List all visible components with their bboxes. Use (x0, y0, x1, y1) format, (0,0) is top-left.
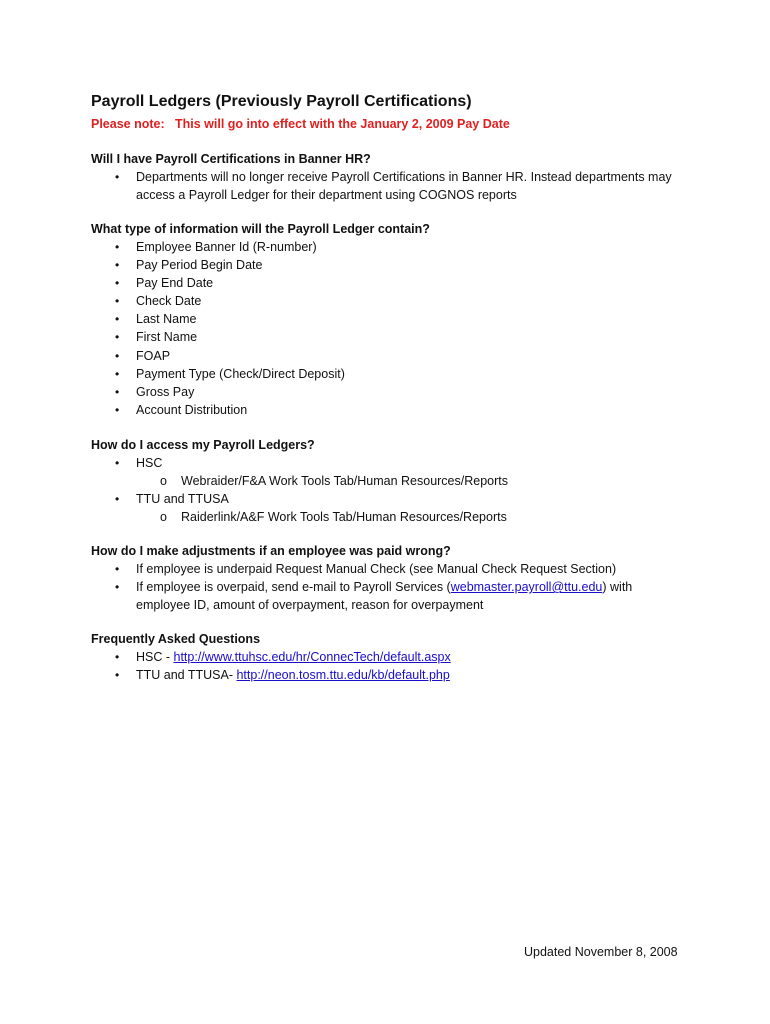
list-item (91, 310, 691, 328)
list-item (91, 454, 691, 490)
bullet-icon: • (115, 668, 120, 683)
list-item (91, 490, 691, 526)
bullet-list (91, 238, 691, 419)
sub-list-item (136, 508, 691, 526)
section-ledger-contents (91, 220, 691, 419)
note-text: This will go into effect with the January 2, 2009 Pay Date (175, 117, 510, 131)
bullet-icon: • (115, 580, 120, 595)
bullet-icon: • (115, 258, 120, 273)
payroll-email-link[interactable]: webmaster.payroll@ttu.edu (450, 580, 603, 595)
list-item (91, 666, 691, 684)
list-item (91, 274, 691, 292)
section-banner-hr (91, 150, 691, 204)
bullet-icon: • (115, 170, 120, 184)
section-adjustments (91, 542, 691, 614)
list-item (91, 328, 691, 346)
bullet-icon: • (115, 562, 120, 576)
note-label: Please note: (91, 117, 165, 131)
bullet-icon: • (115, 330, 120, 345)
list-item (91, 578, 676, 614)
list-item-text: Account Distribution (136, 402, 248, 417)
sub-list-item-text: Webraider/F&A Work Tools Tab/Human Resources/Reports (181, 474, 508, 489)
list-item (91, 168, 676, 204)
list-item (91, 365, 691, 383)
bullet-icon: • (115, 276, 120, 291)
list-item-text: First Name (136, 330, 198, 345)
bullet-icon: • (115, 384, 120, 399)
list-item-text: Employee Banner Id (R-number) (136, 240, 317, 254)
note-line (91, 117, 510, 131)
bullet-icon: • (115, 240, 120, 254)
list-item (91, 383, 691, 401)
hsc-faq-link[interactable]: http://www.ttuhsc.edu/hr/ConnecTech/default.aspx (173, 650, 451, 664)
list-item-text: TTU and TTUSA (136, 492, 229, 507)
list-item (91, 238, 691, 256)
section-heading: Will I have Payroll Certifications in Banner HR? (91, 152, 371, 166)
sub-list-item-text: Raiderlink/A&F Work Tools Tab/Human Resources/Reports (181, 510, 507, 525)
list-item (91, 560, 691, 578)
list-item-prefix: TTU and TTUSA- (136, 668, 237, 683)
list-item-text: Last Name (136, 312, 197, 327)
bullet-icon: • (115, 294, 120, 309)
bullet-icon: • (115, 312, 120, 327)
bullet-list (91, 648, 691, 684)
sub-list-item (136, 472, 691, 490)
list-item (91, 292, 691, 310)
list-item-text-after: ) with employee ID, amount of overpayment, reason for overpayment (136, 580, 633, 613)
list-item-text: HSC (136, 456, 163, 470)
bullet-list (91, 454, 691, 526)
list-item-prefix: HSC - (136, 650, 174, 664)
sub-bullet-icon: o (160, 510, 167, 525)
updated-date: Updated November 8, 2008 (524, 945, 678, 959)
list-item (91, 401, 691, 419)
list-item (91, 648, 691, 666)
ttu-faq-link[interactable]: http://neon.tosm.ttu.edu/kb/default.php (236, 668, 450, 683)
list-item-text: FOAP (136, 348, 171, 363)
section-heading: How do I make adjustments if an employee was paid wrong? (91, 544, 451, 558)
list-item-text: Gross Pay (136, 384, 195, 399)
bullet-icon: • (115, 402, 120, 417)
list-item-text: Check Date (136, 294, 202, 309)
list-item-text: Pay End Date (136, 276, 214, 291)
bullet-icon: • (115, 366, 120, 381)
list-item-text: Departments will no longer receive Payroll Certifications in Banner HR. Instead departments may access a Payroll Ledger for their department using COGNOS reports (136, 170, 672, 203)
section-access-ledgers (91, 436, 691, 526)
sub-bullet-icon: o (160, 474, 167, 489)
list-item (91, 347, 691, 365)
bullet-list (91, 560, 691, 614)
list-item-text-before: If employee is overpaid, send e-mail to Payroll Services ( (136, 580, 451, 595)
sub-list (136, 472, 691, 490)
list-item-text: Pay Period Begin Date (136, 258, 263, 273)
list-item (91, 256, 691, 274)
bullet-icon: • (115, 348, 120, 363)
section-heading: How do I access my Payroll Ledgers? (91, 438, 315, 452)
section-heading: Frequently Asked Questions (91, 632, 261, 646)
list-item-text: Payment Type (Check/Direct Deposit) (136, 366, 345, 381)
sub-list (136, 508, 691, 526)
section-faq (91, 630, 691, 684)
bullet-icon: • (115, 456, 120, 470)
section-heading: What type of information will the Payroll Ledger contain? (91, 222, 430, 236)
list-item-text: If employee is underpaid Request Manual Check (see Manual Check Request Section) (136, 562, 617, 576)
bullet-list (91, 168, 691, 204)
bullet-icon: • (115, 650, 120, 664)
page-title: Payroll Ledgers (Previously Payroll Certifications) (91, 93, 472, 110)
bullet-icon: • (115, 492, 120, 507)
